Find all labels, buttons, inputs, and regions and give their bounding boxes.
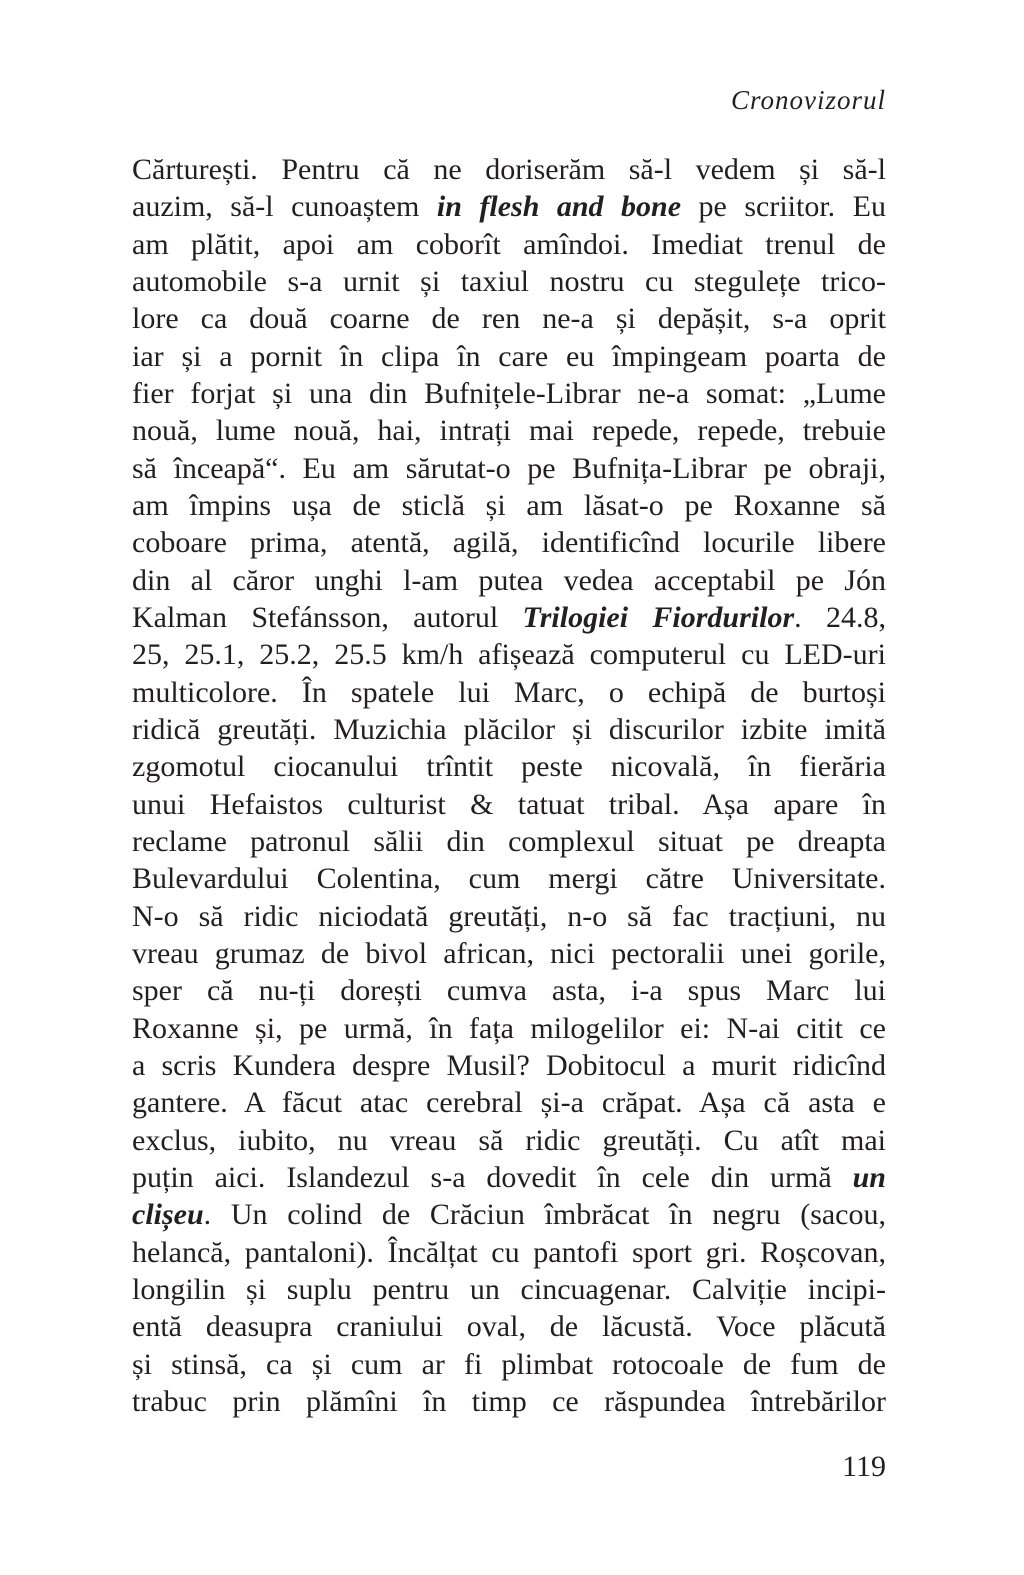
- text-segment: puțin aici. Islandezul s-a dovedit în cele din urmă: [132, 1160, 853, 1194]
- body-line: [132, 711, 886, 748]
- text-segment: fier forjat și una din Bufnițele-Librar ne-a somat: „Lume: [132, 376, 886, 410]
- body-line: [132, 1047, 886, 1084]
- text-segment: gantere. A făcut atac cerebral și-a crăpat. Așa că asta e: [132, 1086, 886, 1120]
- text-segment: și stinsă, ca și cum ar fi plimbat rotocoale de fum de: [132, 1347, 886, 1381]
- body-line: [132, 1346, 886, 1383]
- text-segment: sper că nu-ți dorești cumva asta, i-a spus Marc lui: [132, 974, 886, 1008]
- body-line: [132, 1383, 886, 1420]
- italic-phrase: un: [852, 1160, 886, 1194]
- body-line: [132, 972, 886, 1009]
- body-line: [132, 524, 886, 561]
- body-line: [132, 1084, 886, 1121]
- body-line: [132, 748, 886, 785]
- text-segment: multicolore. În spatele lui Marc, o echipă de burtoși: [132, 675, 886, 709]
- text-segment: coboare prima, atentă, agilă, identificînd locurile libere: [132, 526, 886, 560]
- body-line: [132, 562, 886, 599]
- text-segment: reclame patronul sălii din complexul situat pe dreapta: [132, 824, 886, 858]
- body-line: [132, 823, 886, 860]
- text-segment: pe scriitor. Eu: [681, 190, 886, 224]
- body-line: [132, 1010, 886, 1047]
- text-segment: . Un colind de Crăciun îmbrăcat în negru (sacou,: [203, 1198, 886, 1232]
- text-segment: am plătit, apoi am coborît amîndoi. Imediat trenul de: [132, 227, 886, 261]
- text-segment: N-o să ridic niciodată greutăți, n-o să fac tracțiuni, nu: [132, 899, 886, 933]
- body-line: [132, 935, 886, 972]
- text-segment: unui Hefaistos culturist & tatuat tribal. Așa apare în: [132, 787, 886, 821]
- text-segment: nouă, lume nouă, hai, intrați mai repede, repede, trebuie: [132, 414, 886, 448]
- body-line: [132, 375, 886, 412]
- body-line: [132, 188, 886, 225]
- text-segment: să înceapă“. Eu am sărutat-o pe Bufnița-Librar pe obraji,: [132, 451, 886, 485]
- body-line: [132, 674, 886, 711]
- text-segment: exclus, iubito, nu vreau să ridic greutăți. Cu atît mai: [132, 1123, 886, 1157]
- text-segment: longilin și suplu pentru un cincuagenar. Calviție incipi-: [132, 1272, 886, 1306]
- running-head: Cronovizorul: [730, 85, 886, 115]
- text-segment: entă deasupra craniului oval, de lăcustă. Voce plăcută: [132, 1310, 886, 1344]
- text-segment: lore ca două coarne de ren ne-a și depășit, s-a oprit: [132, 302, 886, 336]
- body-line: [132, 1122, 886, 1159]
- text-segment: trabuc prin plămîni în timp ce răspundea întrebărilor: [132, 1384, 886, 1418]
- text-segment: iar și a pornit în clipa în care eu împingeam poarta de: [132, 339, 886, 373]
- italic-phrase: clișeu: [132, 1198, 204, 1232]
- text-segment: auzim, să-l cunoaștem: [132, 190, 437, 224]
- text-segment: ridică greutăți. Muzichia plăcilor și discurilor izbite imită: [132, 712, 886, 746]
- text-segment: Bulevardului Colentina, cum mergi către Universitate.: [132, 862, 886, 896]
- body-line: [132, 412, 886, 449]
- text-segment: am împins ușa de sticlă și am lăsat-o pe Roxanne să: [132, 488, 886, 522]
- body-line: [132, 898, 886, 935]
- body-line: [132, 636, 886, 673]
- body-line: [132, 599, 886, 636]
- text-segment: din al căror unghi l-am putea vedea acceptabil pe Jón: [132, 563, 886, 597]
- text-segment: automobile s-a urnit și taxiul nostru cu stegulețe trico-: [132, 264, 886, 298]
- text-segment: 25, 25.1, 25.2, 25.5 km/h afișează computerul cu LED-uri: [132, 638, 886, 672]
- body-line: [132, 1196, 886, 1233]
- body-text: [132, 151, 886, 1420]
- body-line: [132, 338, 886, 375]
- italic-phrase: Trilogiei Fiordurilor: [522, 600, 795, 634]
- body-line: [132, 1271, 886, 1308]
- text-segment: Cărturești. Pentru că ne doriserăm să-l vedem și să-l: [132, 153, 886, 186]
- body-line: [132, 1234, 886, 1271]
- body-line: [132, 263, 886, 300]
- body-line: [132, 226, 886, 263]
- body-line: [132, 786, 886, 823]
- text-segment: a scris Kundera despre Musil? Dobitocul a murit ridicînd: [132, 1048, 886, 1082]
- page-number: 119: [842, 1450, 886, 1483]
- text-segment: helancă, pantaloni). Încălțat cu pantofi sport gri. Roșcovan,: [132, 1235, 886, 1269]
- text-segment: . 24.8,: [794, 600, 886, 634]
- text-segment: Roxanne și, pe urmă, în fața milogelilor ei: N-ai citit ce: [132, 1011, 886, 1045]
- body-line: [132, 487, 886, 524]
- body-line: [132, 860, 886, 897]
- body-line: [132, 151, 886, 188]
- body-line: [132, 300, 886, 337]
- body-line: [132, 1159, 886, 1196]
- body-line: [132, 1308, 886, 1345]
- body-line: [132, 450, 886, 487]
- text-segment: vreau grumaz de bivol african, nici pectoralii unei gorile,: [132, 936, 886, 970]
- text-segment: Kalman Stefánsson, autorul: [132, 600, 523, 634]
- italic-phrase: in flesh and bone: [436, 190, 682, 224]
- text-segment: zgomotul ciocanului trîntit peste nicovală, în fierăria: [132, 750, 886, 784]
